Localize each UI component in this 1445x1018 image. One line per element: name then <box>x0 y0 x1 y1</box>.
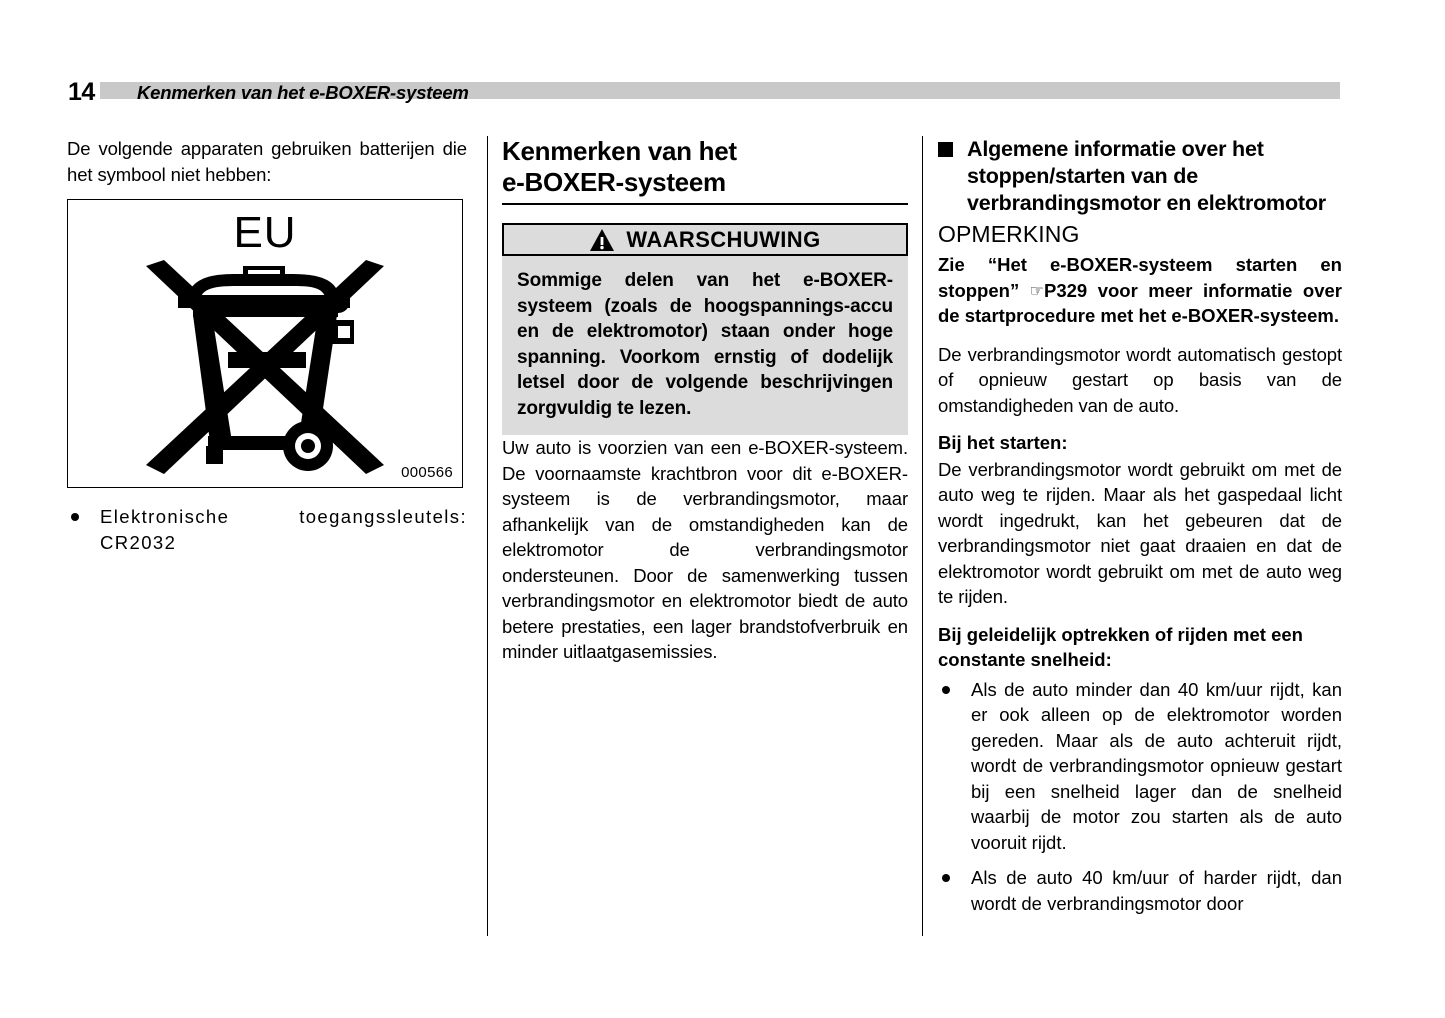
list-item-text: Als de auto minder dan 40 km/uur rijdt, kan er ook alleen op de elektromotor worden gereden. Maar als de auto achteruit rijdt, wordt de verbrandingsmotor opnieuw gestart bij een snelheid lager dan de snelheid waarbij de motor zou starten als de auto vooruit rijdt. <box>971 678 1342 853</box>
note-text-part1: Zie “Het e-BOXER-systeem starten en stoppen” <box>938 254 1342 301</box>
pointing-hand-icon: ☞ <box>1029 280 1045 300</box>
middle-column <box>502 136 908 665</box>
right-bullet-list <box>938 677 1342 917</box>
warning-header <box>502 223 908 256</box>
column-divider-left <box>487 136 488 936</box>
note-reference: P329 <box>1044 279 1088 301</box>
square-bullet-icon <box>938 142 953 157</box>
bullet-dot-icon <box>71 513 79 521</box>
right-paragraph-1: De verbrandingsmotor wordt automatisch gestopt of opnieuw gestart op basis van de omstandigheden van de auto. <box>938 343 1342 416</box>
right-subheading-2-line2: een constante snelheid: <box>938 623 1303 670</box>
column-divider-right <box>922 136 923 936</box>
left-bullet-list <box>67 504 467 555</box>
section-title-rule <box>502 203 908 205</box>
warning-text: Sommige delen van het e-BOXER-systeem (zoals de hoogspannings-accu en de elektromotor) staan onder hoge spanning. Voorkom ernstig of dodelijk letsel door de volgende beschrijvingen zorgvuldig te lezen. <box>517 270 893 419</box>
page-number: 14 <box>68 78 95 106</box>
crossed-out-wheelie-bin-icon <box>140 260 390 475</box>
section-title-line1: Kenmerken van het <box>502 136 737 166</box>
right-subheading-2-line1: Bij geleidelijk optrekken of rijden met <box>938 623 1266 645</box>
figure-eu-label: EU <box>233 208 297 257</box>
left-intro-paragraph: De volgende apparaten gebruiken batterijen die het symbool niet hebben: <box>67 138 467 185</box>
list-item-text: Elektronische toegangssleutels: CR2032 <box>100 506 467 553</box>
note-text-part2: voor meer informatie over de startprocedure met het e-BOXER-systeem. <box>938 279 1342 326</box>
bullet-dot-icon <box>942 874 950 882</box>
bullet-dot-icon <box>942 686 950 694</box>
list-item-text: Als de auto 40 km/uur of harder rijdt, dan wordt de verbrandingsmotor door <box>971 867 1342 914</box>
right-section-heading-text: Algemene informatie over het stoppen/starten van de verbrandingsmotor en elektromotor <box>967 137 1326 215</box>
figure-weee-symbol <box>67 199 463 488</box>
note-title: OPMERKING <box>938 221 1080 247</box>
warning-triangle-icon <box>589 228 615 252</box>
list-item <box>938 677 1342 856</box>
right-subheading-2 <box>938 622 1342 673</box>
list-item <box>67 504 467 555</box>
warning-body <box>502 256 908 435</box>
section-title <box>502 136 908 198</box>
right-section-heading <box>938 136 1342 217</box>
note-text <box>938 252 1342 329</box>
right-subheading-1: Bij het starten: <box>938 432 1068 453</box>
header-title: Kenmerken van het e-BOXER-systeem <box>137 82 469 103</box>
figure-id: 000566 <box>401 464 453 481</box>
list-item <box>938 865 1342 916</box>
right-paragraph-2: De verbrandingsmotor wordt gebruikt om met de auto weg te rijden. Maar als het gaspedaal licht wordt ingedrukt, kan het gebeuren dat de verbrandingsmotor niet gaat draaien en dat de elektromotor wordt gebruikt om met de auto weg te rijden. <box>938 458 1342 607</box>
warning-label: WAARSCHUWING <box>626 226 821 252</box>
right-column <box>938 136 1342 916</box>
middle-paragraph: Uw auto is voorzien van een e-BOXER-systeem. De voornaamste krachtbron voor dit e-BOXER-systeem is de verbrandingsmotor, maar afhankelijk van de omstandigheden kan de elektromotor de verbrandingsmotor ondersteunen. Door de samenwerking tussen verbrandingsmotor en elektromotor biedt de auto betere prestaties, een lager brandstofverbruik en minder uitlaatgasemissies. <box>502 437 908 662</box>
section-title-line2: e-BOXER-systeem <box>502 167 726 197</box>
left-column <box>67 136 467 555</box>
